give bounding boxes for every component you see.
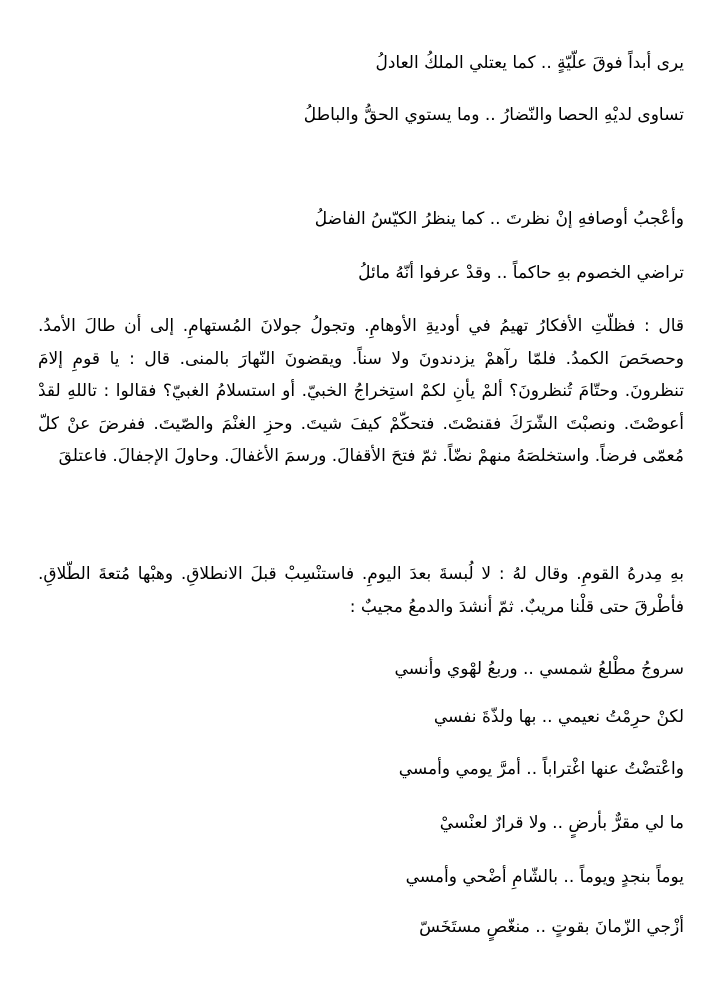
verse-line: سروجُ مطْلعُ شمسي .. وربعُ لهْوي وأنسي xyxy=(394,659,684,679)
verse-line: وأعْجبُ أوصافهِ إنْ نظرتَ .. كما ينظرُ الكيّسُ الفاضلُ xyxy=(314,209,684,229)
prose-paragraph: قال : فظلّتِ الأفكارُ تهيمُ في أوديةِ الأوهامِ. وتجولُ جولانَ المُستهامِ. إلى أن طالَ الأمدُ. وحصحَصَ الكمدُ. فلمّا رآهمْ يزدندونَ ولا سناً. ويقضونَ النّهارَ بالمنى. قال : يا قومِ إلامَ تنظرونَ. وحتّامَ تُنظرونَ؟ ألمْ يأنِ لكمْ استِخراجُ الخبيّ. أو استسلامُ الغبيّ؟ فقالوا : تاللهِ لقدْ أعوصْتَ. ونصبْتَ الشّرَكَ فقنصْتَ. فتحكّمْ كيفَ شيتَ. وحزِ الغنْمَ والصّيتَ. ففرضَ عنْ كلّ مُعمّى فرضاً. واستخلصَهُ منهمْ نضّاً. ثمّ فتحَ الأقفالَ. ورسمَ الأغفالَ. وحاولَ الإجفالَ. فاعتلقَ xyxy=(38,316,684,466)
verse-line: يوماً بنجدٍ ويوماً .. بالشّامِ أضْحي وأمسي xyxy=(405,867,684,887)
verse-line: تراضي الخصوم بهِ حاكماً .. وقدْ عرفوا أنّهُ مائلُ xyxy=(358,263,684,283)
verse-line: لكنْ حرِمْتُ نعيمي .. بها ولذّةَ نفسي xyxy=(433,707,684,727)
verse-line: يرى أبداً فوقَ علّيّةٍ .. كما يعتلي الملكُ العادلُ xyxy=(375,53,684,73)
verse-line: ما لي مقرٌّ بأرضٍ .. ولا قرارٌ لعنْسيْ xyxy=(439,813,684,833)
verse-line: أزْجي الزّمانَ بقوتٍ .. منغّصٍ مستَخَسّ xyxy=(419,917,684,937)
prose-paragraph: بهِ مِدرهُ القومِ. وقال لهُ : لا لُبسةَ بعدَ اليومِ. فاستنْسِبْ قبلَ الانطلاقِ. وهبْها مُتعةَ الطّلاقِ. فأطْرقَ حتى قلْنا مريبٌ. ثمّ أنشدَ والدمعُ مجيبٌ : xyxy=(38,564,684,617)
verse-line: واعْتضْتُ عنها اغْتراباً .. أمرَّ يومي وأمسي xyxy=(398,759,684,779)
verse-line: تساوى لديْهِ الحصا والنّضارُ .. وما يستوي الحقُّ والباطلُ xyxy=(303,105,684,125)
